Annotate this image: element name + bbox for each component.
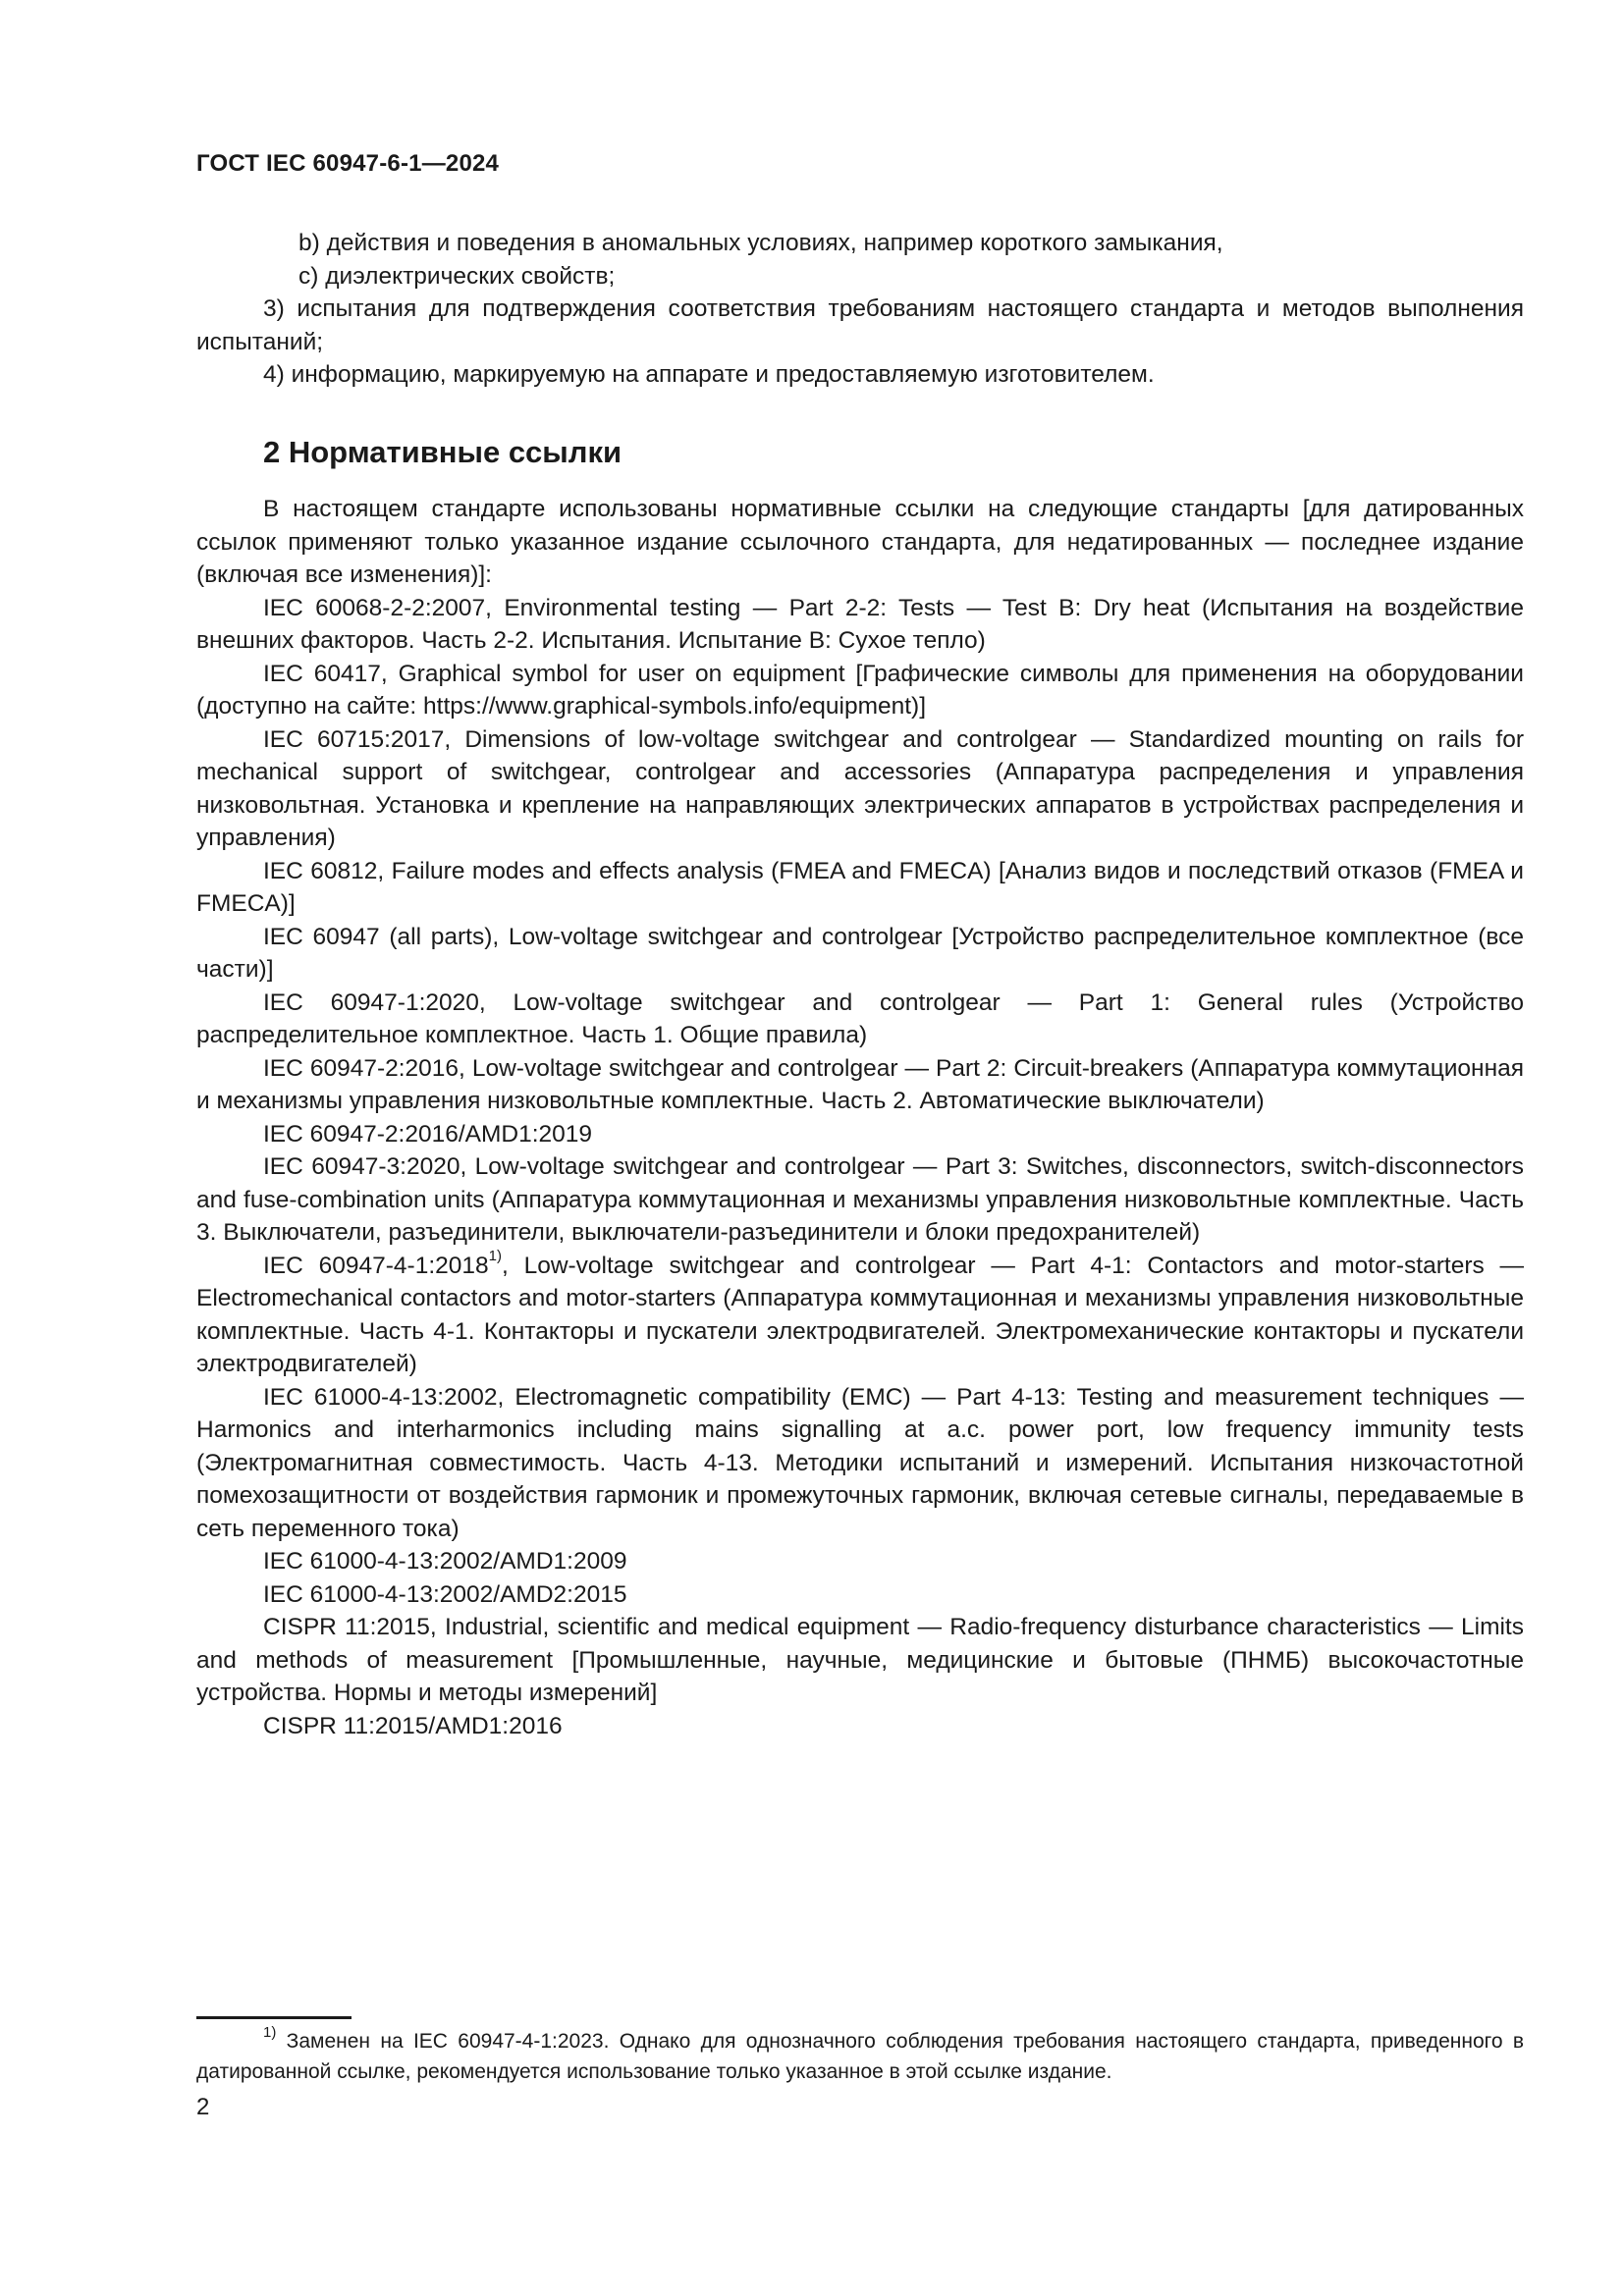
reference-item: IEC 60947-1:2020, Low-voltage switchgear and controlgear — Part 1: General rules (Устройство распределительное комплектное. Часть 1. Общие правила) — [196, 988, 1524, 1048]
intro-item: 3) испытания для подтверждения соответствия требованиям настоящего стандарта и методов выполнения испытаний; — [196, 295, 1524, 355]
intro-item: 4) информацию, маркируемую на аппарате и предоставляемую изготовителем. — [263, 361, 1155, 388]
reference-item: IEC 60417, Graphical symbol for user on equipment [Графические символы для применения на оборудовании (доступно на сайте: https://www.graphical-symbols.info/equipment)] — [196, 660, 1524, 720]
intro-list — [196, 227, 1524, 392]
normative-references — [196, 493, 1524, 1742]
reference-item — [196, 1250, 1524, 1381]
footnote-marker[interactable]: 1) — [488, 1248, 502, 1265]
section-lead: В настоящем стандарте использованы нормативные ссылки на следующие стандарты [для датированных ссылок применяют только указанное издание ссылочного стандарта, для недатированных — последнее издание (включая все изменения)]: — [196, 496, 1524, 588]
intro-item: b) действия и поведения в аномальных условиях, например короткого замыкания, — [298, 230, 1223, 256]
section-title: 2 Нормативные ссылки — [263, 435, 623, 469]
reference-item: IEC 60947 (all parts), Low-voltage switchgear and controlgear [Устройство распределительное комплектное (все части)] — [196, 923, 1524, 983]
reference-item: IEC 61000-4-13:2002/AMD2:2015 — [263, 1580, 627, 1608]
reference-text: , Low-voltage switchgear and controlgear — Part 4-1: Contactors and motor-starters — Electromechanical contactors and motor-starters (Аппаратура коммутационная и механизмы управления низковольтные комплектные. Часть 4-1. Контакторы и пускатели электродвигателей. Электромеханические контакторы и пускатели электродвигателей) — [196, 1252, 1525, 1377]
reference-text: IEC 60947-4-1:2018 — [263, 1252, 489, 1279]
reference-item: CISPR 11:2015/AMD1:2016 — [263, 1712, 563, 1739]
document-page — [196, 0, 1524, 2296]
reference-item: IEC 61000-4-13:2002, Electromagnetic compatibility (EMC) — Part 4-13: Testing and measurement techniques — Harmonics and interharmonics including mains signalling at a.c. power port, low frequency immunity tests (Электромагнитная совместимость. Часть 4-13. Методики испытаний и измерений. Испытания низкочастотной помехозащитности от воздействия гармоник и промежуточных гармоник, включая сетевые сигналы, передаваемые в сеть переменного тока) — [196, 1383, 1524, 1542]
reference-item: IEC 60812, Failure modes and effects analysis (FMEA and FMECA) [Анализ видов и последствий отказов (FMEA и FMECA)] — [196, 857, 1524, 917]
reference-item: IEC 60947-3:2020, Low-voltage switchgear and controlgear — Part 3: Switches, disconnectors, switch-disconnectors and fuse-combination units (Аппаратура коммутационная и механизмы управления низковольтные комплектные. Часть 3. Выключатели, разъединители, выключатели-разъединители и блоки предохранителей) — [196, 1153, 1524, 1246]
page-number: 2 — [196, 2094, 210, 2120]
reference-item: IEC 60947-2:2016, Low-voltage switchgear and controlgear — Part 2: Circuit-breakers (Аппаратура коммутационная и механизмы управления низковольтные комплектные. Часть 2. Автоматические выключатели) — [196, 1054, 1524, 1114]
reference-item: IEC 60068-2-2:2007, Environmental testing — Part 2-2: Tests — Test B: Dry heat (Испытания на воздействие внешних факторов. Часть 2-2. Испытания. Испытание B: Сухое тепло) — [196, 594, 1524, 654]
intro-item: c) диэлектрических свойств; — [298, 262, 616, 290]
footnote — [196, 2026, 1524, 2087]
footnote-number: 1) — [263, 2024, 277, 2041]
footnote-divider — [196, 2016, 352, 2019]
reference-item: IEC 61000-4-13:2002/AMD1:2009 — [263, 1548, 627, 1575]
footnote-text: Заменен на IEC 60947-4-1:2023. Однако для однозначного соблюдения требования настоящего стандарта, приведенного в датированной ссылке, рекомендуется использование только указанное в этой ссылке издание. — [196, 2030, 1524, 2083]
reference-item: CISPR 11:2015, Industrial, scientific and medical equipment — Radio-frequency disturbance characteristics — Limits and methods of measurement [Промышленные, научные, медицинские и бытовые (ПНМБ) высокочастотные устройства. Нормы и методы измерений] — [196, 1614, 1524, 1706]
document-header: ГОСТ IEC 60947-6-1—2024 — [196, 150, 500, 177]
reference-item: IEC 60715:2017, Dimensions of low-voltage switchgear and controlgear — Standardized mounting on rails for mechanical support of switchgear, controlgear and accessories (Аппаратура распределения и управления низковольтная. Установка и крепление на направляющих электрических аппаратов в устройствах распределения и управления) — [196, 725, 1524, 851]
reference-item: IEC 60947-2:2016/AMD1:2019 — [263, 1120, 593, 1148]
